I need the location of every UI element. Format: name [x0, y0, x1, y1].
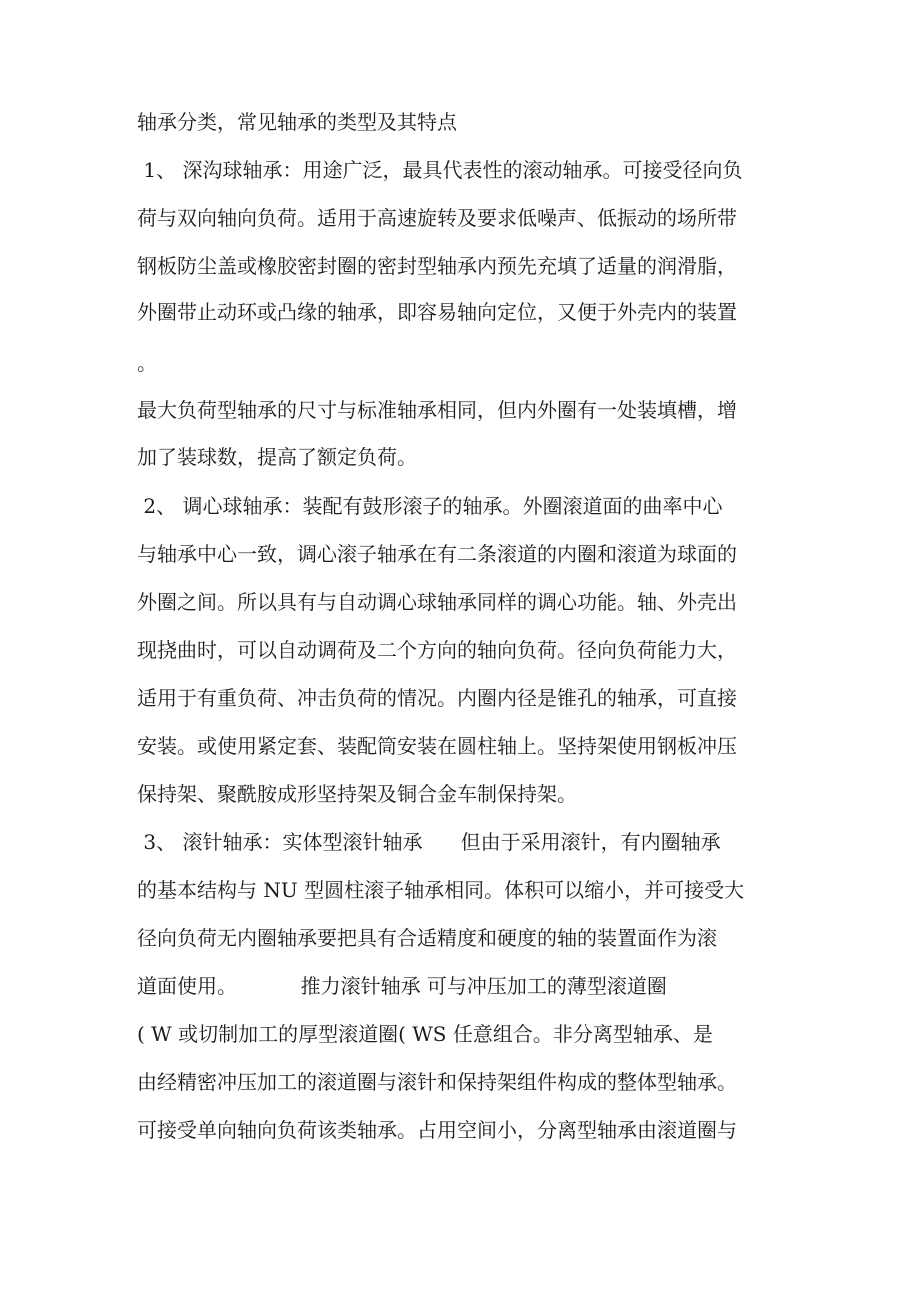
- text-line: 。: [137, 351, 157, 375]
- text-line: 外圈之间。所以具有与自动调心球轴承同样的调心功能。轴、外壳出: [137, 590, 737, 614]
- text-line: 保持架、聚酰胺成形坚持架及铜合金车制保持架。: [137, 782, 577, 806]
- text-line: 1、 深沟球轴承：用途广泛，最具代表性的滚动轴承。可接受径向负: [137, 158, 743, 182]
- text-line: 现挠曲时，可以自动调荷及二个方向的轴向负荷。径向负荷能力大，: [137, 638, 737, 662]
- text-line: 道面使用。 推力滚针轴承 可与冲压加工的薄型滚道圈: [137, 974, 667, 998]
- text-line: 3、 滚针轴承：实体型滚针轴承 但由于采用滚针，有内圈轴承: [137, 830, 721, 854]
- text-line: 径向负荷无内圈轴承要把具有合适精度和硬度的轴的装置面作为滚: [137, 926, 717, 950]
- text-line: 由经精密冲压加工的滚道圈与滚针和保持架组件构成的整体型轴承。: [137, 1070, 737, 1094]
- text-line: 最大负荷型轴承的尺寸与标准轴承相同，但内外圈有一处装填槽，增: [137, 398, 737, 422]
- text-line: 适用于有重负荷、冲击负荷的情况。内圈内径是锥孔的轴承，可直接: [137, 686, 737, 710]
- text-line: 的基本结构与 NU 型圆柱滚子轴承相同。体积可以缩小，并可接受大: [137, 878, 745, 902]
- text-line: 荷与双向轴向负荷。适用于高速旋转及要求低噪声、低振动的场所带: [137, 206, 737, 230]
- text-line: ( W 或切制加工的厚型滚道圈( WS 任意组合。非分离型轴承、是: [137, 1022, 713, 1046]
- text-line: 2、 调心球轴承：装配有鼓形滚子的轴承。外圈滚道面的曲率中心: [137, 494, 723, 518]
- text-line: 加了装球数，提高了额定负荷。: [137, 445, 417, 469]
- text-line: 钢板防尘盖或橡胶密封圈的密封型轴承内预先充填了适量的润滑脂，: [137, 254, 737, 278]
- text-line: 可接受单向轴向负荷该类轴承。占用空间小，分离型轴承由滚道圈与: [137, 1118, 737, 1142]
- text-line: 与轴承中心一致，调心滚子轴承在有二条滚道的内圈和滚道为球面的: [137, 542, 737, 566]
- text-line: 安装。或使用紧定套、装配筒安装在圆柱轴上。坚持架使用钢板冲压: [137, 734, 737, 758]
- document-title: 轴承分类，常见轴承的类型及其特点: [137, 110, 457, 134]
- text-line: 外圈带止动环或凸缘的轴承，即容易轴向定位，又便于外壳内的装置: [137, 300, 737, 324]
